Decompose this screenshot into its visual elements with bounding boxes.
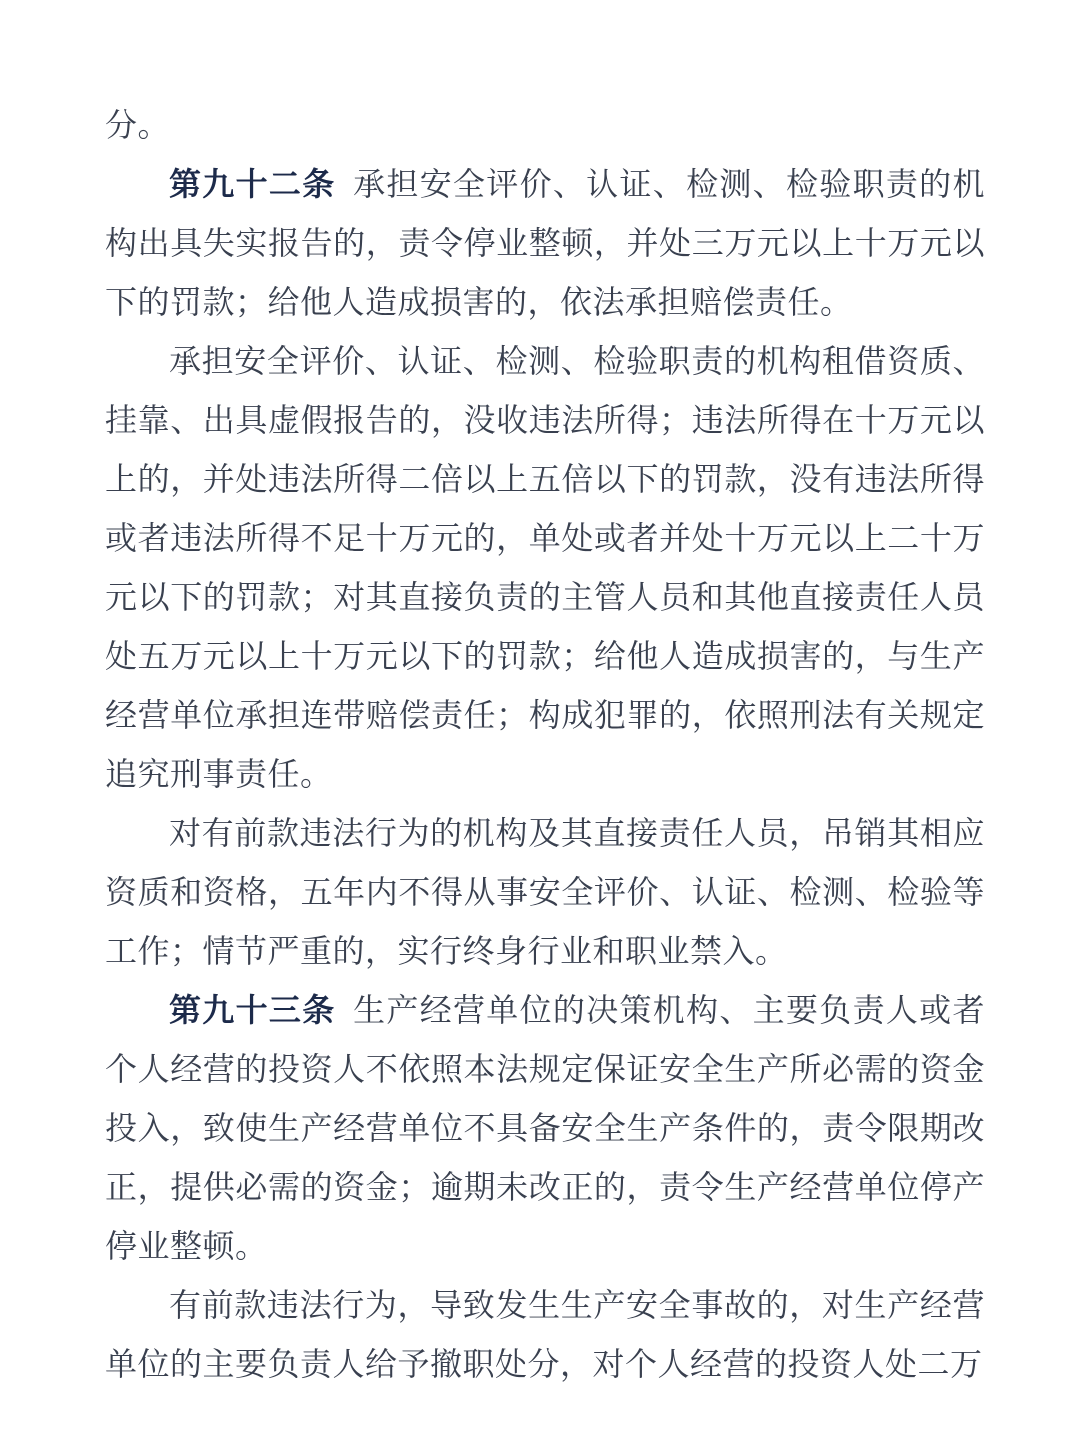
paragraph-text: 生产经营单位的决策机构、主要负责人或者个人经营的投资人不依照本法规定保证安全生产所必需的资金投入，致使生产经营单位不具备安全生产条件的，责令限期改正，提供必需的资金；逾期未改正的，责令生产经营单位停产停业整顿。 [105, 992, 985, 1264]
paragraph-text: 承担安全评价、认证、检测、检验职责的机构租借资质、挂靠、出具虚假报告的，没收违法所得；违法所得在十万元以上的，并处违法所得二倍以上五倍以下的罚款，没有违法所得或者违法所得不足十万元的，单处或者并处十万元以上二十万元以下的罚款；对其直接负责的主管人员和其他直接责任人员处五万元以上十万元以下的罚款；给他人造成损害的，与生产经营单位承担连带赔偿责任；构成犯罪的，依照刑法有关规定追究刑事责任。 [105, 343, 985, 792]
paragraph-article-93-clause-2 [105, 1276, 985, 1394]
paragraph-article-92 [105, 155, 985, 332]
paragraph-text: 承担安全评价、认证、检测、检验职责的机构出具失实报告的，责令停业整顿，并处三万元以上十万元以下的罚款；给他人造成损害的，依法承担赔偿责任。 [105, 166, 985, 320]
paragraph-article-92-clause-2 [105, 332, 985, 804]
paragraph-text: 有前款违法行为，导致发生生产安全事故的，对生产经营单位的主要负责人给予撤职处分，对个人经营的投资人处二万 [105, 1287, 985, 1382]
paragraph-article-92-clause-3 [105, 804, 985, 981]
article-93-number: 第九十三条 [169, 992, 336, 1028]
article-92-number: 第九十二条 [169, 166, 336, 202]
paragraph-continuation [105, 96, 985, 155]
paragraph-text: 分。 [105, 107, 171, 143]
paragraph-article-93 [105, 981, 985, 1276]
paragraph-text: 对有前款违法行为的机构及其直接责任人员，吊销其相应资质和资格，五年内不得从事安全评价、认证、检测、检验等工作；情节严重的，实行终身行业和职业禁入。 [105, 815, 985, 969]
